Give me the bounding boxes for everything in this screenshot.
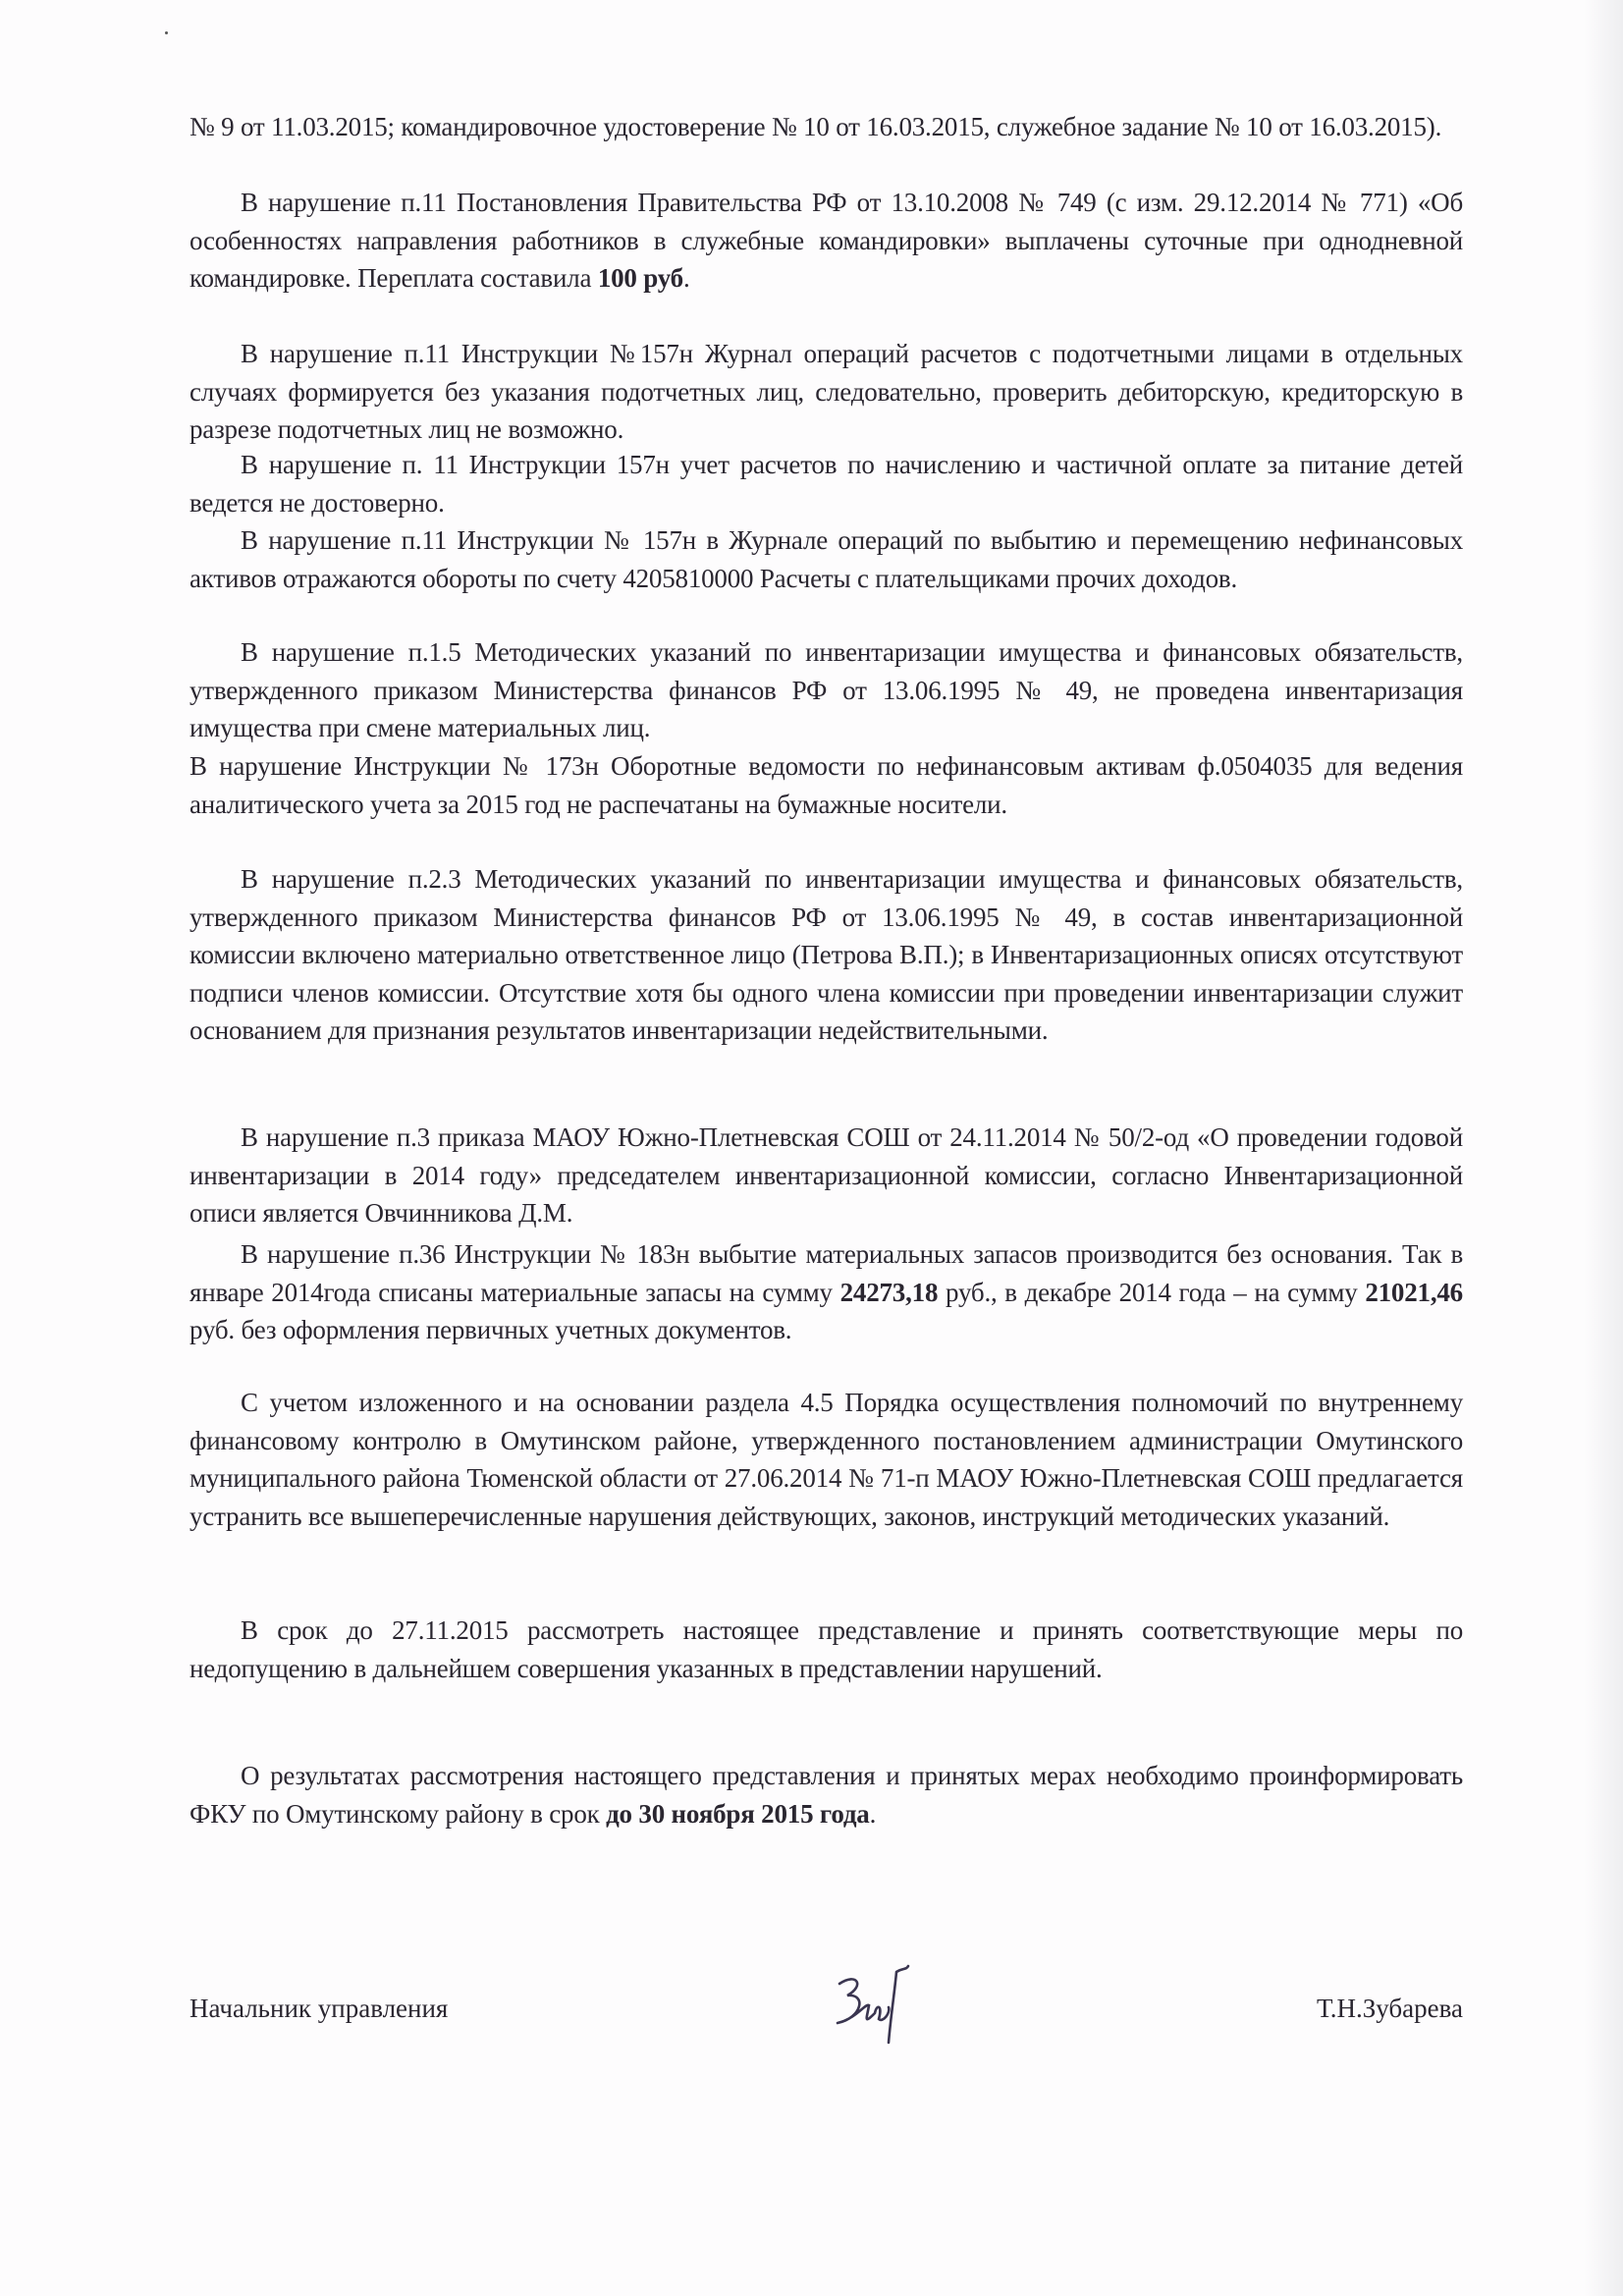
- paragraph: [189, 633, 1463, 747]
- paragraph: [189, 747, 1463, 823]
- text-segment: В нарушение п.11 Инструкции № 157н в Журнале операций по выбытию и перемещению нефинансовых активов отражаются обороты по счету 4205810000 Расчеты с плательщиками прочих доходов.: [189, 525, 1463, 593]
- text-segment: В нарушение п.11 Постановления Правительства РФ от 13.10.2008 № 749 (с изм. 29.12.2014 № 771) «Об особенностях направления работников в служебные командировки» выплачены суточные при однодневной командировке. Переплата составила: [189, 188, 1463, 294]
- paragraph: [189, 1384, 1463, 1535]
- text-segment: .: [869, 1798, 877, 1829]
- handwritten-signature: [818, 1964, 926, 2052]
- paragraph: [189, 184, 1463, 298]
- paragraph: [189, 108, 1463, 146]
- text-segment: В нарушение п.1.5 Методических указаний по инвентаризации имущества и финансовых обязательств, утвержденного приказом Министерства финансов РФ от 13.06.1995 № 49, не проведена инвентаризация имущества при смене материальных лиц.: [189, 637, 1463, 743]
- text-segment: руб., в декабре 2014 года – на сумму: [938, 1277, 1366, 1307]
- scan-speck: [165, 31, 168, 34]
- text-segment: О результатах рассмотрения настоящего представления и принятых мерах необходимо проинформировать ФКУ по Омутинскому району в срок: [189, 1761, 1463, 1829]
- paragraph: [189, 521, 1463, 597]
- paragraph: [189, 446, 1463, 521]
- page-edge: [1584, 0, 1623, 2296]
- text-segment: В срок до 27.11.2015 рассмотреть настоящее представление и принять соответствующие меры по недопущению в дальнейшем совершения указанных в представлении нарушений.: [189, 1615, 1463, 1683]
- text-segment: В нарушение Инструкции № 173н Оборотные ведомости по нефинансовым активам ф.0504035 для ведения аналитического учета за 2015 год не распечатаны на бумажные носители.: [189, 751, 1463, 819]
- paragraph: [189, 1235, 1463, 1349]
- bold-text: 24273,18: [839, 1277, 939, 1307]
- bold-text: 21021,46: [1365, 1277, 1463, 1307]
- paragraph: [189, 1757, 1463, 1832]
- signatory-title: Начальник управления: [189, 1994, 449, 2023]
- bold-text: до 30 ноября 2015 года: [606, 1798, 870, 1829]
- text-segment: В нарушение п.11 Инструкции №157н Журнал операций расчетов с подотчетными лицами в отдельных случаях формируется без указания подотчетных лиц, следовательно, проверить дебиторскую, кредиторскую в разрезе подотчетных лиц не возможно.: [189, 339, 1463, 445]
- text-segment: В нарушение п.2.3 Методических указаний по инвентаризации имущества и финансовых обязательств, утвержденного приказом Министерства финансов РФ от 13.06.1995 № 49, в состав инвентаризационной комиссии включено материально ответственное лицо (Петрова В.П.); в Инвентаризационных описях отсутствуют подписи членов комиссии. Отсутствие хотя бы одного члена комиссии при проведении инвентаризации служит основанием для признания результатов инвентаризации недействительными.: [189, 864, 1463, 1046]
- text-segment: .: [682, 263, 690, 294]
- paragraph: [189, 1612, 1463, 1687]
- paragraph: [189, 860, 1463, 1050]
- paragraph: [189, 335, 1463, 449]
- bold-text: 100 руб: [597, 263, 683, 294]
- paragraph: [189, 1119, 1463, 1232]
- text-segment: В нарушение п.36 Инструкции № 183н выбытие материальных запасов производится без основания. Так в январе 2014года списаны материальные запасы на сумму: [189, 1239, 1463, 1307]
- text-segment: С учетом изложенного и на основании раздела 4.5 Порядка осуществления полномочий по внутреннему финансовому контролю в Омутинском районе, утвержденного постановлением администрации Омутинского муниципального района Тюменской области от 27.06.2014 № 71-п МАОУ Южно-Плетневская СОШ предлагается устранить все вышеперечисленные нарушения действующих, законов, инструкций методических указаний.: [189, 1388, 1463, 1531]
- signature-block: [189, 1994, 1463, 2033]
- signatory-name: Т.Н.Зубарева: [1316, 1994, 1463, 2023]
- text-segment: № 9 от 11.03.2015; командировочное удостоверение № 10 от 16.03.2015, служебное задание № 10 от 16.03.2015).: [189, 112, 1442, 141]
- text-segment: руб. без оформления первичных учетных документов.: [189, 1315, 792, 1345]
- text-segment: В нарушение п. 11 Инструкции 157н учет расчетов по начислению и частичной оплате за питание детей ведется не достоверно.: [189, 450, 1463, 518]
- text-segment: В нарушение п.3 приказа МАОУ Южно-Плетневская СОШ от 24.11.2014 № 50/2-од «О проведении годовой инвентаризации в 2014 году» председателем инвентаризационной комиссии, согласно Инвентаризационной описи является Овчинникова Д.М.: [189, 1122, 1463, 1229]
